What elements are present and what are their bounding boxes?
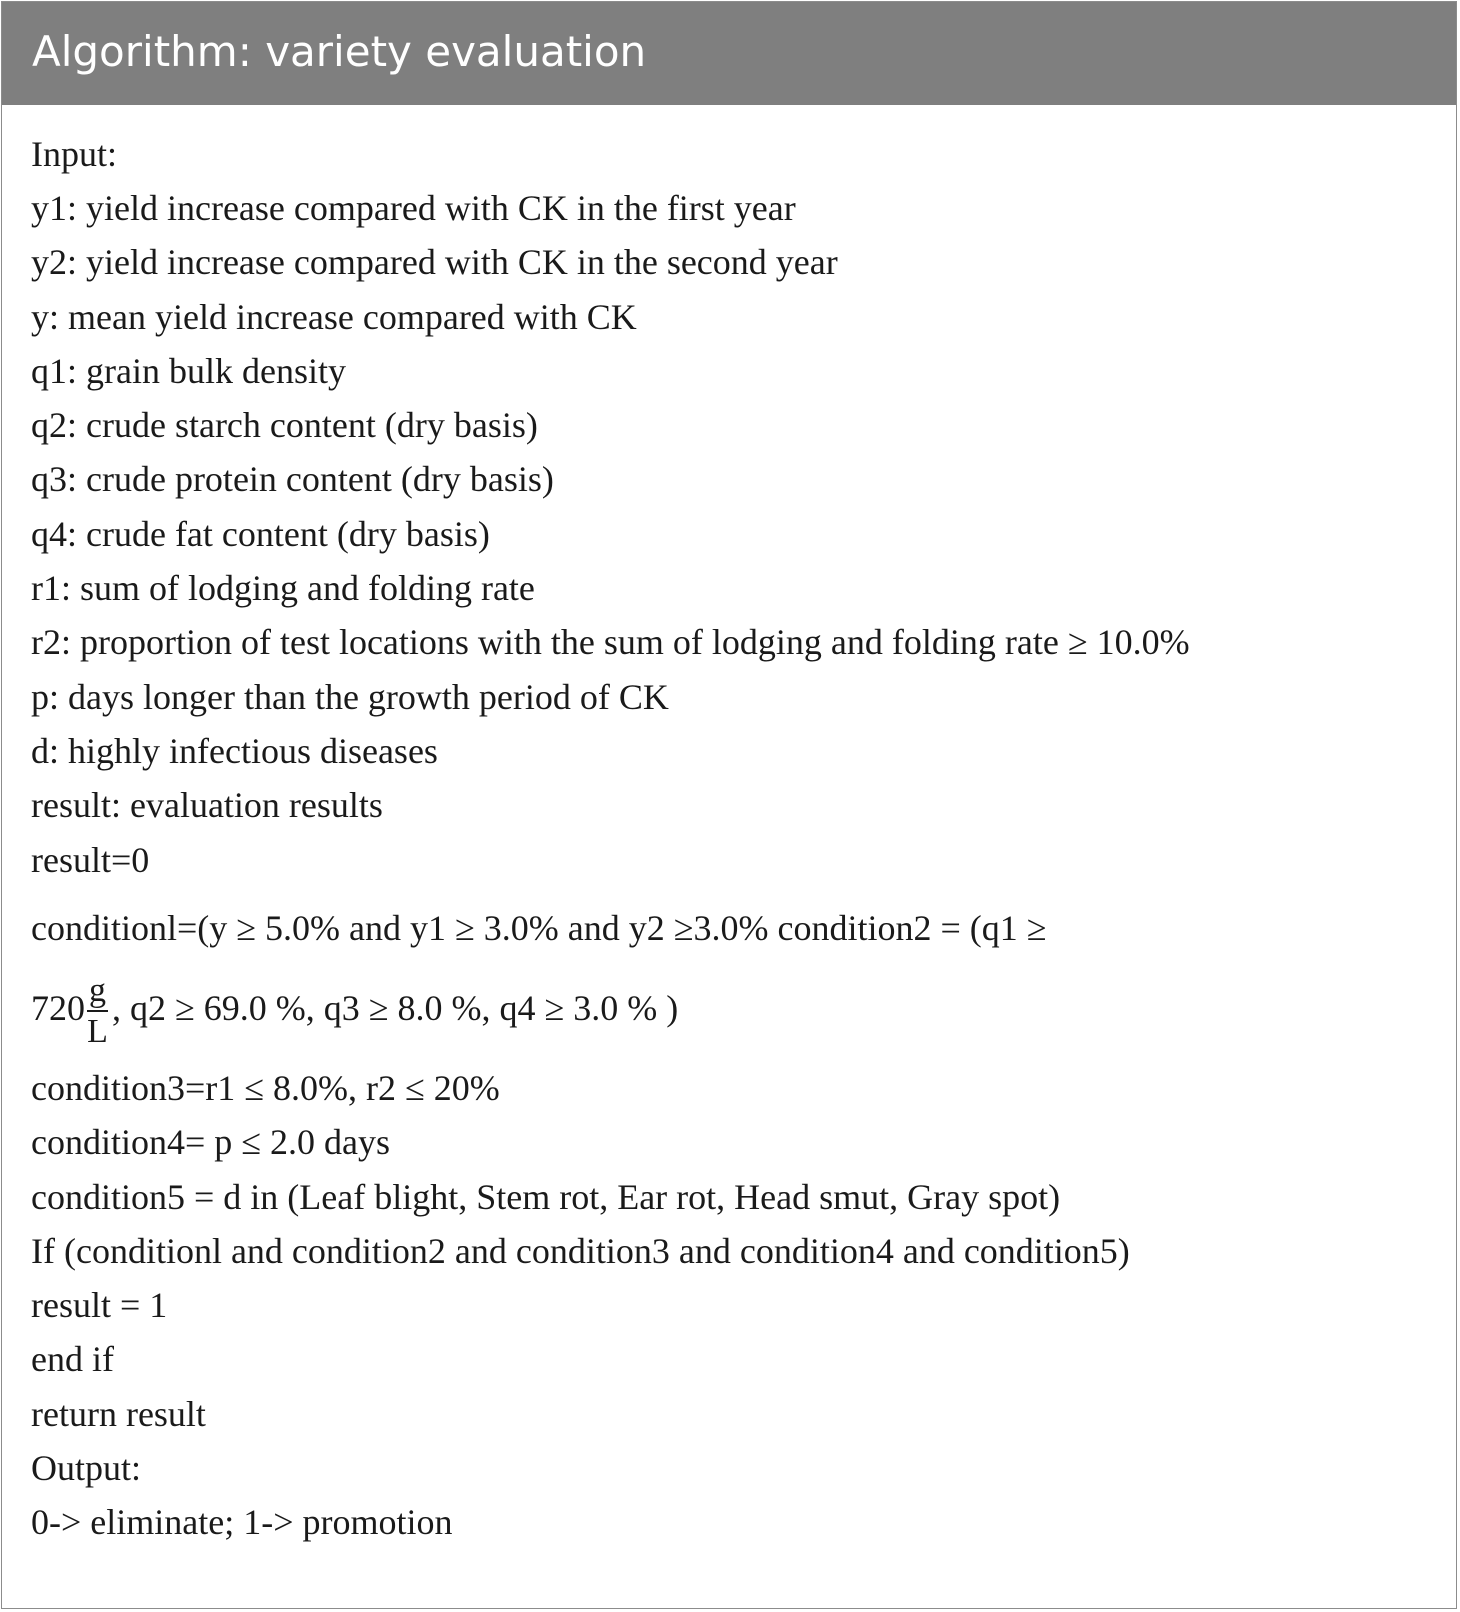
algorithm-title: Algorithm: variety evaluation: [32, 27, 647, 76]
r2-definition: r2: proportion of test locations with the sum of lodging and folding rate ≥ 10.0%: [31, 622, 1190, 662]
condition4-line: condition4= p ≤ 2.0 days: [31, 1122, 391, 1162]
y-definition: y: mean yield increase compared with CK: [31, 297, 637, 337]
q3-definition: q3: crude protein content (dry basis): [31, 459, 554, 499]
condition1-line: conditionl=(y ≥ 5.0% and y1 ≥ 3.0% and y2 ≥3.0% condition2 = (q1 ≥: [31, 908, 1047, 948]
y2-definition: y2: yield increase compared with CK in the second year: [31, 242, 838, 282]
algorithm-header: [2, 2, 1456, 105]
y1-definition: y1: yield increase compared with CK in the first year: [31, 188, 796, 228]
fraction-denominator: L: [87, 1012, 108, 1050]
result-set: result = 1: [31, 1285, 168, 1325]
p-definition: p: days longer than the growth period of CK: [31, 677, 669, 717]
condition5-line: condition5 = d in (Leaf blight, Stem rot, Ear rot, Head smut, Gray spot): [31, 1177, 1061, 1217]
d-definition: d: highly infectious diseases: [31, 731, 438, 771]
r1-definition: r1: sum of lodging and folding rate: [31, 568, 535, 608]
condition2-value: 720: [31, 988, 85, 1028]
condition2-line: [31, 970, 678, 1050]
end-if: end if: [31, 1339, 114, 1379]
condition2-rest: , q2 ≥ 69.0 %, q3 ≥ 8.0 %, q4 ≥ 3.0 % ): [112, 988, 679, 1028]
output-label: Output:: [31, 1448, 142, 1488]
unit-fraction: [87, 971, 108, 1050]
input-label: Input:: [31, 134, 117, 174]
algorithm-box: [1, 1, 1457, 1609]
q4-definition: q4: crude fat content (dry basis): [31, 514, 490, 554]
q1-definition: q1: grain bulk density: [31, 351, 346, 391]
result-init: result=0: [31, 840, 150, 880]
output-definition: 0-> eliminate; 1-> promotion: [31, 1502, 453, 1542]
fraction-numerator: g: [87, 974, 108, 1012]
return-statement: return result: [31, 1394, 206, 1434]
result-definition: result: evaluation results: [31, 785, 383, 825]
if-statement: If (conditionl and condition2 and condition3 and condition4 and condition5): [31, 1231, 1130, 1271]
condition3-line: condition3=r1 ≤ 8.0%, r2 ≤ 20%: [31, 1068, 500, 1108]
q2-definition: q2: crude starch content (dry basis): [31, 405, 538, 445]
